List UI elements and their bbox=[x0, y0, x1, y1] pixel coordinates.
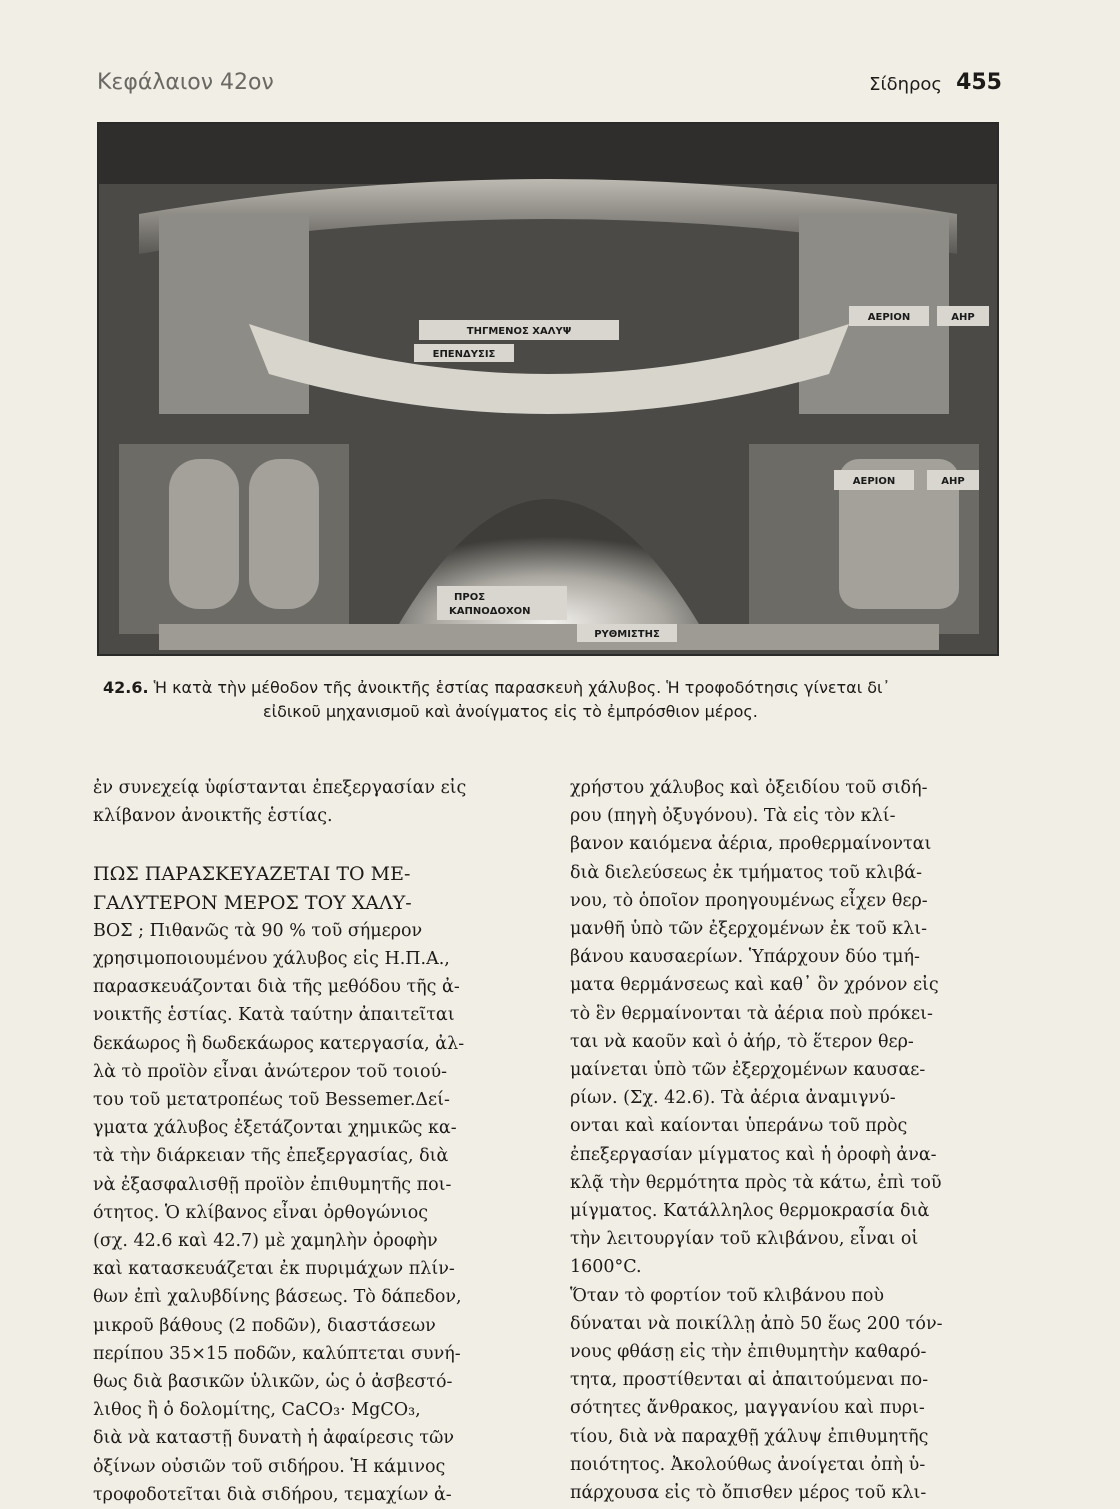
left-checker-1 bbox=[169, 459, 239, 609]
right-column bbox=[570, 774, 980, 1507]
text-line: χρησιμοποιουμένου χάλυβος εἰς Η.Π.Α., bbox=[93, 949, 450, 970]
text-line: καὶ κατασκευάζεται ἐκ πυριμάχων πλίν- bbox=[93, 1259, 455, 1280]
text-line: περίπου 35×15 ποδῶν, καλύπτεται συνή- bbox=[93, 1343, 461, 1364]
text-line: νοικτῆς ἑστίας. Κατὰ ταύτην ἀπαιτεῖται bbox=[93, 1005, 455, 1026]
text-line: μικροῦ βάθους (2 ποδῶν), διαστάσεων bbox=[93, 1315, 436, 1336]
text-line: ἐν συνεχείᾳ ὑφίστανται ἐπεξεργασίαν εἰς bbox=[93, 778, 467, 798]
text-line: τὰ τὴν διάρκειαν τῆς ἐπεξεργασίας, διὰ bbox=[93, 1146, 449, 1167]
caption-line-2: εἰδικοῦ μηχανισμοῦ καὶ ἀνοίγματος εἰς τὸ ἐμπρόσθιον μέρος. bbox=[263, 702, 758, 721]
text-line: τὸ ἓν θερμαίνονται τὰ ἀέρια ποὺ πρόκει- bbox=[570, 1003, 933, 1024]
text-line: ται νὰ καοῦν καὶ ὁ ἀήρ, τὸ ἕτερον θερ- bbox=[570, 1031, 914, 1052]
roof-top bbox=[99, 124, 997, 184]
text-line: ματα θερμάνσεως καὶ καθ᾽ ὃν χρόνον εἰς bbox=[570, 975, 939, 996]
text-line: νὰ ἐξασφαλισθῇ προϊὸν ἐπιθυμητῆς ποι- bbox=[93, 1174, 452, 1195]
label-regulator: ΡΥΘΜΙΣΤΗΣ bbox=[594, 629, 660, 640]
text-line: Ὅταν τὸ φορτίον τοῦ κλιβάνου ποὺ bbox=[570, 1285, 885, 1306]
text-line: μαίνεται ὑπὸ τῶν ἐξερχομένων καυσαε- bbox=[570, 1060, 926, 1081]
text-line: βάνου καυσαερίων. Ὑπάρχουν δύο τμή- bbox=[570, 947, 920, 968]
text-line: ποιότητος. Ἀκολούθως ἀνοίγεται ὀπὴ ὑ- bbox=[570, 1454, 926, 1475]
text-line: ὀξίνων οὐσιῶν τοῦ σιδήρου. Ἡ κάμινος bbox=[93, 1456, 446, 1477]
page-header bbox=[97, 70, 1002, 104]
text-line: θως διὰ βασικῶν ὑλικῶν, ὡς ὁ ἀσβεστό- bbox=[93, 1372, 453, 1393]
text-line: χρήστου χάλυβος καὶ ὀξειδίου τοῦ σιδή- bbox=[570, 778, 928, 798]
text-line: τίου, διὰ νὰ παραχθῇ χάλυψ ἐπιθυμητῆς bbox=[570, 1426, 929, 1447]
text-line: ἐπεξεργασίαν μίγματος καὶ ἡ ὀροφὴ ἀνα- bbox=[570, 1144, 937, 1165]
text-line: 1600°C. bbox=[570, 1257, 642, 1278]
flue-pipe bbox=[159, 624, 939, 650]
label-lining: ΕΠΕΝΔΥΣΙΣ bbox=[432, 349, 496, 360]
label-air-bottom: ΑΗΡ bbox=[941, 476, 965, 487]
text-line: τροφοδοτεῖται διὰ σιδήρου, τεμαχίων ἀ- bbox=[93, 1484, 452, 1505]
text-line: νους φθάσῃ εἰς τὴν ἐπιθυμητὴν καθαρό- bbox=[570, 1342, 927, 1363]
text-line: θων ἐπὶ χαλυβδίνης βάσεως. Τὸ δάπεδον, bbox=[93, 1287, 462, 1308]
label-to-chimney-2: ΚΑΠΝΟΔΟΧΟΝ bbox=[449, 606, 531, 617]
text-line: ρου (πηγὴ ὀξυγόνου). Τὰ εἰς τὸν κλί- bbox=[570, 806, 896, 827]
left-body bbox=[93, 917, 503, 1509]
text-line: ονται καὶ καίονται ὑπεράνω τοῦ πρὸς bbox=[570, 1116, 908, 1137]
text-line: γματα χάλυβος ἐξετάζονται χημικῶς κα- bbox=[93, 1118, 457, 1139]
right-body bbox=[570, 774, 980, 1507]
furnace-figure bbox=[97, 122, 999, 656]
text-line: ρίων. (Σχ. 42.6). Τὰ ἀέρια ἀναμιγνύ- bbox=[570, 1088, 896, 1109]
page-number: 455 bbox=[956, 70, 1002, 95]
text-line: παρασκευάζονται διὰ τῆς μεθόδου τῆς ἀ- bbox=[93, 977, 460, 998]
text-line: του τοῦ μετατροπέως τοῦ Bessemer.Δεί- bbox=[93, 1090, 450, 1111]
left-column bbox=[93, 774, 503, 1509]
text-line: ότητος. Ὁ κλίβανος εἶναι ὀρθογώνιος bbox=[93, 1202, 429, 1223]
text-line: διὰ διελεύσεως ἐκ τμήματος τοῦ κλιβά- bbox=[570, 862, 923, 883]
text-line: σότητες ἄνθρακος, μαγγανίου καὶ πυρι- bbox=[570, 1398, 925, 1419]
label-gas-top: ΑΕΡΙΟΝ bbox=[867, 312, 911, 323]
furnace-illustration bbox=[99, 124, 997, 654]
label-to-chimney-1: ΠΡΟΣ bbox=[454, 592, 486, 603]
left-upper-chamber bbox=[159, 214, 309, 414]
text-line: νου, τὸ ὁποῖον προηγουμένως εἶχεν θερ- bbox=[570, 890, 928, 911]
text-line: (σχ. 42.6 καὶ 42.7) μὲ χαμηλὴν ὀροφὴν bbox=[93, 1231, 438, 1252]
text-line: πάρχουσα εἰς τὸ ὄπισθεν μέρος τοῦ κλι- bbox=[570, 1483, 927, 1504]
text-line: βανον καιόμενα ἀέρια, προθερμαίνονται bbox=[570, 834, 932, 855]
text-line: μανθῆ ὑπὸ τῶν ἐξερχομένων ἐκ τοῦ κλι- bbox=[570, 919, 927, 940]
text-line: κλίβανον ἀνοικτῆς ἑστίας. bbox=[93, 806, 333, 827]
text-line: ΒΟΣ ; Πιθανῶς τὰ 90 % τοῦ σήμερον bbox=[93, 920, 423, 941]
text-line: κλᾷ τὴν θερμότητα πρὸς τὰ κάτω, ἐπὶ τοῦ bbox=[570, 1172, 942, 1193]
text-line: μίγματος. Κατάλληλος θερμοκρασία διὰ bbox=[570, 1201, 930, 1222]
caption-line-1: Ἡ κατὰ τὴν μέθοδον τῆς ἀνοικτῆς ἑστίας παρασκευὴ χάλυβος. Ἡ τροφοδότησις γίνεται δι᾽ bbox=[153, 678, 891, 697]
text-line: τητα, προστίθενται αἱ ἀπαιτούμεναι πο- bbox=[570, 1370, 929, 1391]
figure-caption bbox=[103, 676, 1003, 724]
text-line: λὰ τὸ προϊὸν εἶναι ἀνώτερον τοῦ τοιού- bbox=[93, 1061, 448, 1082]
section-title: Σίδηρος bbox=[869, 74, 942, 95]
text-line: δεκάωρος ἢ δωδεκάωρος κατεργασία, ἀλ- bbox=[93, 1033, 465, 1054]
chapter-title: Κεφάλαιον 42ον bbox=[97, 70, 274, 95]
label-molten-steel: ΤΗΓΜΕΝΟΣ ΧΑΛΥΨ bbox=[466, 326, 572, 337]
text-line: τὴν λειτουργίαν τοῦ κλιβάνου, εἶναι οἱ bbox=[570, 1229, 919, 1250]
text-line: διὰ νὰ καταστῇ δυνατὴ ἡ ἀφαίρεσις τῶν bbox=[93, 1428, 454, 1449]
section-heading-line: ΠΩΣ ΠΑΡΑΣΚΕΥΑΖΕΤΑΙ ΤΟ ΜΕ- bbox=[93, 863, 411, 886]
label-gas-bottom: ΑΕΡΙΟΝ bbox=[852, 476, 896, 487]
section-heading-line: ΓΑΛΥΤΕΡΟΝ ΜΕΡΟΣ ΤΟΥ ΧΑΛΥ- bbox=[93, 891, 412, 914]
left-checker-2 bbox=[249, 459, 319, 609]
text-line: λιθος ἢ ὁ δολομίτης, CaCO₃· MgCO₃, bbox=[93, 1400, 421, 1421]
caption-number: 42.6. bbox=[103, 678, 149, 697]
label-air-top: ΑΗΡ bbox=[951, 312, 975, 323]
text-line: δύναται νὰ ποικίλλῃ ἀπὸ 50 ἕως 200 τόν- bbox=[570, 1313, 943, 1334]
